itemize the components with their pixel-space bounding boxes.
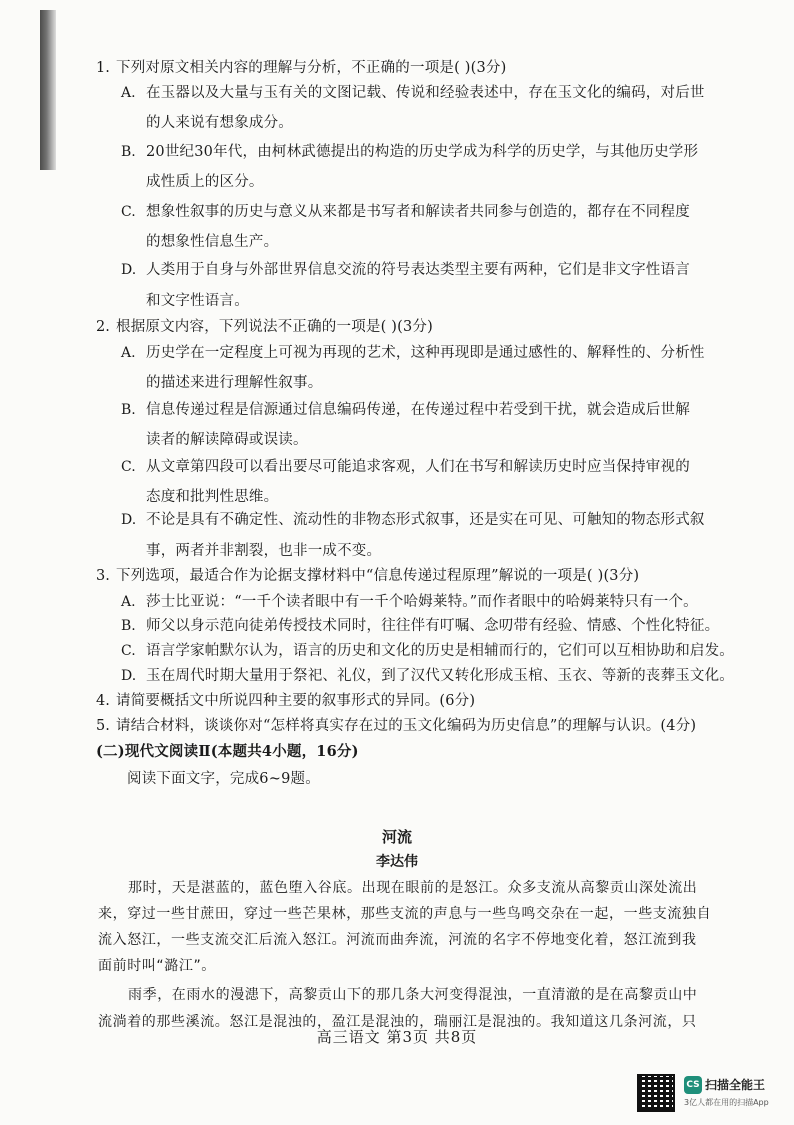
option-text-line: 20世纪30年代，由柯林武德提出的构造的历史学成为科学的历史学，与其他历史学形 — [146, 144, 699, 160]
option-text-line: 和文字性语言。 — [146, 293, 249, 309]
camscanner-logo-icon: CS — [684, 1076, 702, 1094]
passage-author: 李达伟 — [376, 854, 418, 870]
option-letter: D. — [121, 668, 137, 684]
question-stem: 请结合材料，谈谈你对“怎样将真实存在过的玉文化编码为历史信息”的理解与认识。(4分) — [116, 718, 697, 734]
question-number: 1. — [96, 60, 110, 76]
option-text-line: 事，两者并非割裂，也非一成不变。 — [146, 543, 382, 559]
option-text-line: 信息传递过程是信源通过信息编码传递，在传递过程中若受到干扰，就会造成后世解 — [146, 402, 690, 418]
camscanner-tagline: 3亿人都在用的扫描App — [684, 1098, 769, 1107]
passage-line: 那时，天是湛蓝的，蓝色堕入谷底。出现在眼前的是怒江。众多支流从高黎贡山深处流出 — [128, 880, 698, 896]
option-text-line: 从文章第四段可以看出要尽可能追求客观，人们在书写和解读历史时应当保持审视的 — [146, 459, 690, 475]
option-letter: A. — [121, 345, 136, 361]
passage-line: 来，穿过一些甘蔗田，穿过一些芒果林，那些支流的声息与一些鸟鸣交杂在一起，一些支流独自 — [98, 906, 712, 922]
option-letter: D. — [121, 512, 137, 528]
option-text-line: 在玉器以及大量与玉有关的文图记载、传说和经验表述中，存在玉文化的编码，对后世 — [146, 85, 705, 101]
option-text-line: 师父以身示范向徒弟传授技术同时，往往伴有叮嘱、念叨带有经验、情感、个性化特征。 — [146, 618, 720, 634]
question-stem: 根据原文内容，下列说法不正确的一项是( )(3分) — [116, 319, 433, 335]
passage-line: 雨季，在雨水的漫漶下，高黎贡山下的那几条大河变得混浊，一直清澈的是在高黎贡山中 — [128, 987, 698, 1003]
passage-line: 流淌着的那些溪流。怒江是混浊的，盈江是混浊的，瑞丽江是混浊的。我知道这几条河流，只 — [98, 1014, 697, 1030]
question-number: 5. — [96, 718, 110, 734]
option-text-line: 想象性叙事的历史与意义从来都是书写者和解读者共同参与创造的，都存在不同程度 — [146, 204, 690, 220]
question-stem: 下列对原文相关内容的理解与分析，不正确的一项是( )(3分) — [116, 60, 507, 76]
option-text-line: 成性质上的区分。 — [146, 174, 264, 190]
option-letter: A. — [121, 594, 136, 610]
qr-code-icon — [637, 1074, 675, 1112]
page-footer: 高三语文 第3页 共8页 — [316, 1028, 478, 1046]
option-text-line: 语言学家帕默尔认为，语言的历史和文化的历史是相辅而行的，它们可以互相协助和启发。 — [146, 643, 734, 659]
option-text-line: 玉在周代时期大量用于祭祀、礼仪，到了汉代又转化形成玉棺、玉衣、等新的丧葬玉文化。 — [146, 668, 734, 684]
option-letter: D. — [121, 262, 137, 278]
camscanner-name: 扫描全能王 — [705, 1078, 766, 1092]
option-text-line: 态度和批判性思维。 — [146, 489, 279, 505]
option-text-line: 历史学在一定程度上可视为再现的艺术，这种再现即是通过感性的、解释性的、分析性 — [146, 345, 705, 361]
passage-title: 河流 — [381, 828, 412, 846]
option-letter: B. — [121, 618, 136, 634]
option-text-line: 的描述来进行理解性叙事。 — [146, 375, 323, 391]
option-text-line: 不论是具有不确定性、流动性的非物态形式叙事，还是实在可见、可触知的物态形式叙 — [146, 512, 705, 528]
option-text-line: 读者的解读障碍或误读。 — [146, 432, 308, 448]
passage-line: 流入怒江，一些支流交汇后流入怒江。河流而曲奔流，河流的名字不停地变化着，怒江流到我 — [98, 932, 697, 948]
option-letter: A. — [121, 85, 136, 101]
option-text-line: 人类用于自身与外部世界信息交流的符号表达类型主要有两种，它们是非文字性语言 — [146, 262, 690, 278]
option-text-line: 的人来说有想象成分。 — [146, 115, 293, 131]
option-text-line: 的想象性信息生产。 — [146, 234, 279, 250]
option-letter: C. — [121, 459, 136, 475]
question-number: 4. — [96, 693, 110, 709]
question-stem: 下列选项，最适合作为论据支撑材料中“信息传递过程原理”解说的一项是( )(3分) — [116, 568, 640, 584]
passage-line: 面前时叫“潞江”。 — [98, 958, 216, 974]
option-text-line: 莎士比亚说：“一千个读者眼中有一千个哈姆莱特。”而作者眼中的哈姆莱特只有一个。 — [146, 594, 698, 610]
option-letter: B. — [121, 402, 136, 418]
option-letter: C. — [121, 204, 136, 220]
section-instruction: 阅读下面文字，完成6~9题。 — [127, 771, 320, 787]
section-heading: (二)现代文阅读Ⅱ(本题共4小题，16分) — [96, 743, 359, 760]
question-number: 3. — [96, 568, 110, 584]
option-letter: C. — [121, 643, 136, 659]
question-number: 2. — [96, 319, 110, 335]
question-stem: 请简要概括文中所说四种主要的叙事形式的异同。(6分) — [116, 693, 476, 709]
option-letter: B. — [121, 144, 136, 160]
